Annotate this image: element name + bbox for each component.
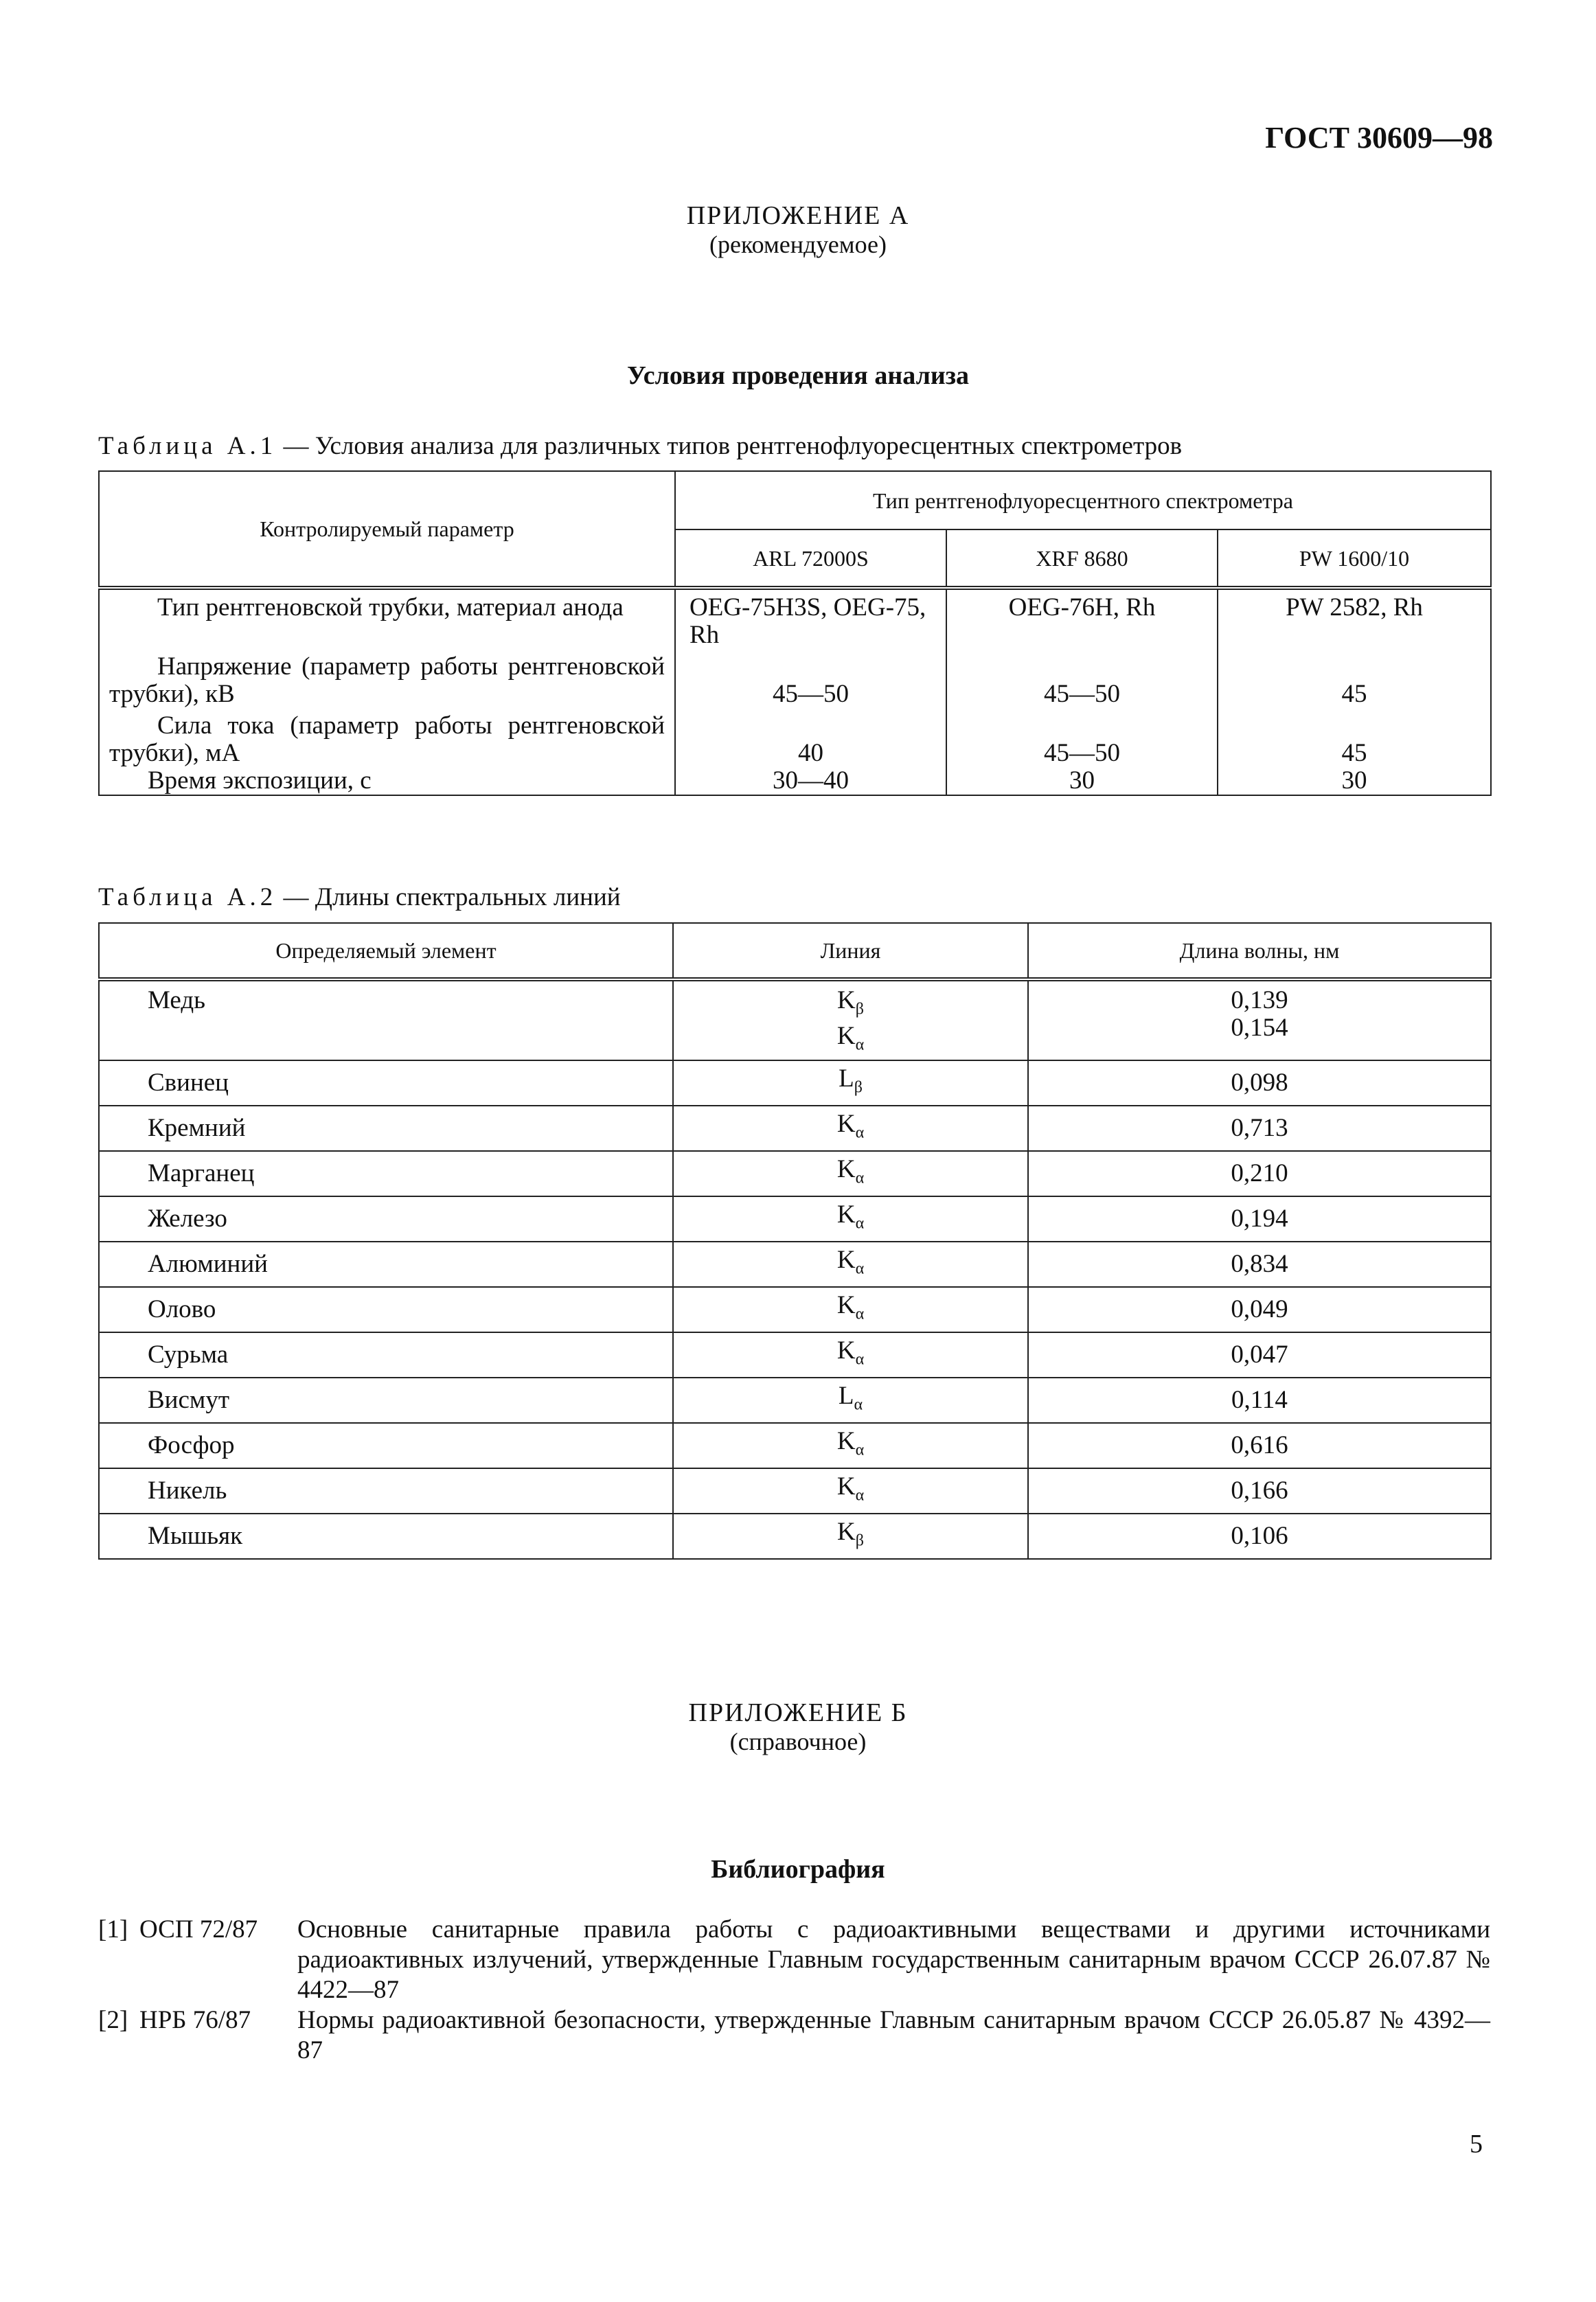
entry-text: Нормы радиоактивной безопасности, утвержденные Главным санитарным врачом СССР 26.05.87 № 4392—87 bbox=[297, 2006, 1490, 2064]
line-subscript: α bbox=[855, 1214, 865, 1233]
caption-text: — Условия анализа для различных типов рентгенофлуоресцентных спектрометров bbox=[277, 432, 1183, 460]
header-col: PW 1600/10 bbox=[1218, 529, 1491, 588]
table-row bbox=[99, 1378, 1491, 1423]
line-subscript: α bbox=[855, 1305, 865, 1323]
table-row bbox=[99, 649, 1491, 708]
table1-caption bbox=[98, 431, 1182, 461]
table-row bbox=[99, 1332, 1491, 1378]
line-subscript: β bbox=[855, 1531, 864, 1550]
value-cell: PW 2582, Rh bbox=[1218, 588, 1491, 649]
line-letter: K bbox=[836, 1200, 856, 1229]
line-letter: K bbox=[836, 1336, 856, 1365]
wavelength-cell: 0,047 bbox=[1028, 1332, 1491, 1378]
line-letter: L bbox=[838, 1381, 854, 1410]
table-row bbox=[99, 1423, 1491, 1468]
table-spectral-lines bbox=[98, 922, 1492, 1560]
entry-code: ОСП 72/87 bbox=[139, 1915, 258, 1944]
value-cell: 45—50 bbox=[946, 649, 1218, 708]
value-cell: 40 bbox=[675, 708, 946, 767]
appendix-a-heading: Условия проведения анализа bbox=[626, 361, 970, 390]
appendix-a-title: ПРИЛОЖЕНИЕ А bbox=[686, 201, 910, 230]
wavelength-cell: 0,194 bbox=[1028, 1196, 1491, 1242]
param-cell: Сила тока (параметр работы рентгеновской трубки), мА bbox=[99, 708, 675, 767]
line-cell bbox=[673, 1468, 1028, 1514]
line-letter: K bbox=[836, 1245, 856, 1274]
wavelength-cell: 0,166 bbox=[1028, 1468, 1491, 1514]
line-subscript: α bbox=[855, 1169, 865, 1187]
table-row bbox=[99, 1106, 1491, 1151]
element-cell: Висмут bbox=[99, 1378, 673, 1423]
element-cell: Свинец bbox=[99, 1060, 673, 1106]
element-cell: Железо bbox=[99, 1196, 673, 1242]
wavelength-cell: 0,834 bbox=[1028, 1242, 1491, 1287]
line-cell bbox=[673, 1378, 1028, 1423]
bibliography-entry bbox=[98, 1915, 1490, 2005]
appendix-b-title: ПРИЛОЖЕНИЕ Б bbox=[688, 1698, 908, 1727]
wavelength-cell: 0,210 bbox=[1028, 1151, 1491, 1196]
value-cell: 45 bbox=[1218, 649, 1491, 708]
line-subscript: α bbox=[854, 1395, 863, 1414]
table-row bbox=[99, 1287, 1491, 1332]
header-col: XRF 8680 bbox=[946, 529, 1218, 588]
header-col: ARL 72000S bbox=[675, 529, 946, 588]
element-cell: Марганец bbox=[99, 1151, 673, 1196]
value-cell: 30—40 bbox=[675, 767, 946, 795]
table-row bbox=[99, 588, 1491, 649]
line-subscript: α bbox=[855, 1350, 865, 1369]
table-row bbox=[99, 1242, 1491, 1287]
line-letter: K bbox=[836, 1472, 856, 1501]
line-cell bbox=[673, 1514, 1028, 1559]
line-subscript: α bbox=[855, 1036, 865, 1054]
wavelength-cell: 0,616 bbox=[1028, 1423, 1491, 1468]
value-cell: 30 bbox=[1218, 767, 1491, 795]
bibliography-entry bbox=[98, 2005, 1490, 2066]
line-cell bbox=[673, 1151, 1028, 1196]
appendix-b-subtitle: (справочное) bbox=[729, 1728, 867, 1755]
line-cell bbox=[673, 1242, 1028, 1287]
wavelength-value: 0,139 bbox=[1231, 986, 1288, 1014]
table-row bbox=[99, 979, 1491, 1060]
element-cell: Никель bbox=[99, 1468, 673, 1514]
appendix-a-subtitle: (рекомендуемое) bbox=[709, 231, 887, 258]
table-row bbox=[99, 1060, 1491, 1106]
line-subscript: α bbox=[855, 1441, 865, 1459]
wavelength-cell: 0,114 bbox=[1028, 1378, 1491, 1423]
param-cell: Напряжение (параметр работы рентгеновской трубки), кВ bbox=[99, 649, 675, 708]
line-cell bbox=[673, 1332, 1028, 1378]
wavelength-cell: 0,049 bbox=[1028, 1287, 1491, 1332]
caption-label: Таблица А.1 bbox=[98, 432, 277, 460]
entry-number: [2] bbox=[98, 2006, 128, 2034]
table2-caption bbox=[98, 882, 621, 912]
element-cell: Медь bbox=[99, 979, 673, 1060]
table-analysis-conditions bbox=[98, 470, 1492, 796]
value-cell: 30 bbox=[946, 767, 1218, 795]
document-code: ГОСТ 30609—98 bbox=[1265, 121, 1493, 155]
line-cell bbox=[673, 1423, 1028, 1468]
page-number: 5 bbox=[1470, 2130, 1483, 2158]
bibliography-list bbox=[98, 1915, 1490, 2066]
table-row bbox=[99, 1196, 1491, 1242]
element-cell: Алюминий bbox=[99, 1242, 673, 1287]
table-row bbox=[99, 1468, 1491, 1514]
element-cell: Олово bbox=[99, 1287, 673, 1332]
line-letter: K bbox=[836, 1426, 856, 1455]
wavelength-cell: 0,106 bbox=[1028, 1514, 1491, 1559]
line-cell bbox=[673, 1106, 1028, 1151]
wavelength-cell: 0,713 bbox=[1028, 1106, 1491, 1151]
element-cell: Кремний bbox=[99, 1106, 673, 1151]
line-subscript: β bbox=[855, 1000, 864, 1018]
element-cell: Мышьяк bbox=[99, 1514, 673, 1559]
line-cell bbox=[673, 1287, 1028, 1332]
wavelength-cell: 0,098 bbox=[1028, 1060, 1491, 1106]
table-row bbox=[99, 708, 1491, 767]
table-row bbox=[99, 767, 1491, 795]
value-cell: OEG-75H3S, OEG-75, Rh bbox=[675, 588, 946, 649]
line-cell bbox=[673, 979, 1028, 1060]
line-letter: L bbox=[839, 1064, 854, 1093]
header-line: Линия bbox=[673, 923, 1028, 979]
wavelength-cell bbox=[1028, 979, 1491, 1060]
line-letter: K bbox=[836, 1109, 856, 1138]
caption-label: Таблица А.2 bbox=[98, 883, 277, 911]
entry-text: Основные санитарные правила работы с радиоактивными веществами и другими источниками радиоактивных излучений, утвержденные Главным государственным санитарным врачом СССР 26.07.87 № 4422—87 bbox=[297, 1915, 1490, 2004]
param-cell: Тип рентгеновской трубки, материал анода bbox=[99, 588, 675, 649]
element-cell: Сурьма bbox=[99, 1332, 673, 1378]
line-letter: K bbox=[837, 1517, 856, 1546]
table-row bbox=[99, 1151, 1491, 1196]
caption-text: — Длины спектральных линий bbox=[277, 883, 621, 911]
value-cell: 45—50 bbox=[946, 708, 1218, 767]
value-cell: 45—50 bbox=[675, 649, 946, 708]
param-cell: Время экспозиции, с bbox=[99, 767, 675, 795]
line-letter: K bbox=[836, 1022, 856, 1051]
wavelength-value: 0,154 bbox=[1231, 1014, 1288, 1042]
line-letter: K bbox=[836, 1290, 856, 1319]
line-subscript: α bbox=[855, 1260, 865, 1278]
line-subscript: α bbox=[855, 1124, 865, 1142]
header-wavelength: Длина волны, нм bbox=[1028, 923, 1491, 979]
element-cell: Фосфор bbox=[99, 1423, 673, 1468]
value-cell: OEG-76H, Rh bbox=[946, 588, 1218, 649]
header-group: Тип рентгенофлуоресцентного спектрометра bbox=[675, 471, 1491, 529]
value-cell: 45 bbox=[1218, 708, 1491, 767]
header-param: Контролируемый параметр bbox=[99, 471, 675, 588]
line-cell bbox=[673, 1060, 1028, 1106]
table-row bbox=[99, 1514, 1491, 1559]
header-element: Определяемый элемент bbox=[99, 923, 673, 979]
line-letter: K bbox=[836, 1154, 856, 1183]
bibliography-heading: Библиография bbox=[711, 1855, 885, 1884]
entry-number: [1] bbox=[98, 1915, 128, 1944]
entry-code: НРБ 76/87 bbox=[139, 2006, 251, 2034]
line-subscript: β bbox=[854, 1078, 863, 1097]
line-letter: K bbox=[837, 986, 856, 1014]
line-cell bbox=[673, 1196, 1028, 1242]
line-subscript: α bbox=[855, 1486, 865, 1505]
